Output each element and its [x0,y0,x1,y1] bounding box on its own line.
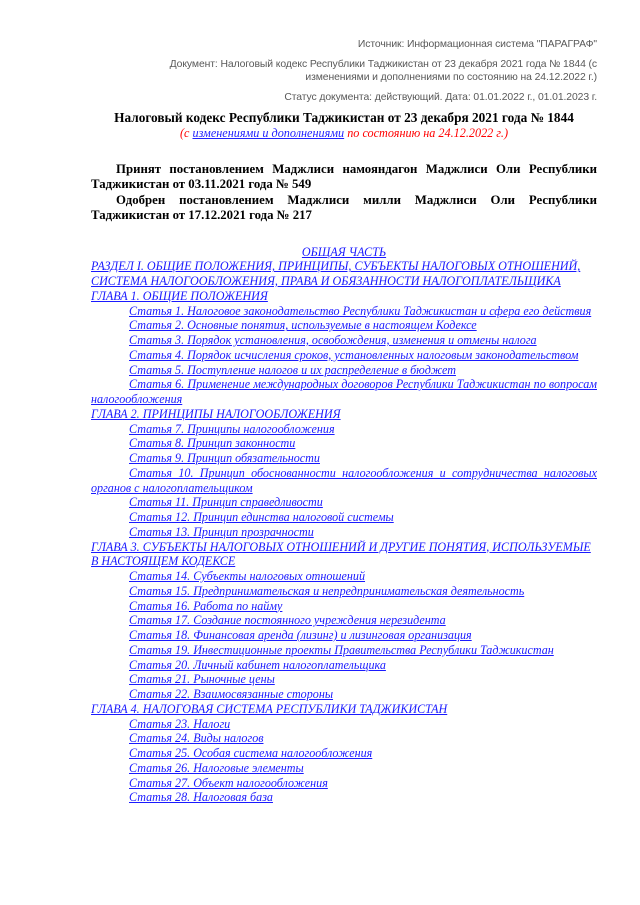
toc-article-27[interactable]: Статья 27. Объект налогообложения [129,775,328,790]
toc-article-28[interactable]: Статья 28. Налоговая база [129,790,273,805]
document-title: Налоговый кодекс Республики Таджикистан от 23 декабря 2021 года № 1844 [114,110,574,125]
adoption-block [91,162,597,224]
status-line: Статус документа: действующий. Дата: 01.01.2022 г., 01.01.2023 г. [284,91,597,103]
table-of-contents [91,245,597,806]
toc-article-24[interactable]: Статья 24. Виды налогов [129,731,264,746]
toc-article-13[interactable]: Статья 13. Принцип прозрачности [129,524,314,539]
document-line-1: Документ: Налоговый кодекс Республики Таджикистан от 23 декабря 2021 года № 1844 (с [169,58,597,70]
source-line: Источник: Информационная система "ПАРАГРАФ" [357,39,597,50]
toc-article-7[interactable]: Статья 7. Принципы налогообложения [129,421,335,436]
toc-chapter-3[interactable]: ГЛАВА 3. СУБЪЕКТЫ НАЛОГОВЫХ ОТНОШЕНИЙ И ДРУГИЕ ПОНЯТИЯ, ИСПОЛЬЗУЕМЫЕ В НАСТОЯЩЕМ КОДЕКСЕ [91,539,591,569]
toc-article-6[interactable]: Статья 6. Применение международных договоров Республики Таджикистан по вопросам налогообложения [91,377,597,406]
toc-chapter-4[interactable]: ГЛАВА 4. НАЛОГОВАЯ СИСТЕМА РЕСПУБЛИКИ ТАДЖИКИСТАН [91,701,448,716]
toc-article-3[interactable]: Статья 3. Порядок установления, освобождения, изменения и отмены налога [129,333,537,347]
document-page [91,38,597,805]
toc-section-1[interactable]: РАЗДЕЛ I. ОБЩИЕ ПОЛОЖЕНИЯ, ПРИНЦИПЫ, СУБЪЕКТЫ НАЛОГОВЫХ ОТНОШЕНИЙ, СИСТЕМА НАЛОГООБЛОЖЕНИЯ, ПРАВА И ОБЯЗАННОСТИ НАЛОГОПЛАТЕЛЬЩИКА [91,259,581,288]
toc-article-26[interactable]: Статья 26. Налоговые элементы [129,760,304,775]
toc-article-5[interactable]: Статья 5. Поступление налогов и их распределение в бюджет [129,362,456,377]
toc-article-23[interactable]: Статья 23. Налоги [129,716,231,731]
toc-article-21[interactable]: Статья 21. Рыночные цены [129,672,275,687]
toc-chapter-2[interactable]: ГЛАВА 2. ПРИНЦИПЫ НАЛОГООБЛОЖЕНИЯ [91,406,341,421]
document-meta [91,38,597,104]
toc-article-15[interactable]: Статья 15. Предпринимательская и непредпринимательская деятельность [129,583,525,598]
toc-article-22[interactable]: Статья 22. Взаимосвязанные стороны [129,687,334,701]
toc-article-9[interactable]: Статья 9. Принцип обязательности [129,451,320,465]
toc-article-1[interactable]: Статья 1. Налоговое законодательство Республики Таджикистан и сфера его действия [129,303,592,318]
document-subtitle [91,126,597,141]
toc-article-25[interactable]: Статья 25. Особая система налогообложения [129,746,373,760]
subtitle-rest: по состоянию на 24.12.2022 г.) [344,126,509,140]
toc-article-2[interactable]: Статья 2. Основные понятия, используемые в настоящем Кодексе [129,318,477,333]
toc-general-part[interactable]: ОБЩАЯ ЧАСТЬ [301,244,387,259]
accepted-statement: Принят постановлением Маджлиси намояндагон Маджлиси Оли Республики Таджикистан от 03.11.2021 года № 549 [91,161,597,191]
toc-article-4[interactable]: Статья 4. Порядок исчисления сроков, установленных налоговым законодательством [129,347,579,362]
document-line [91,58,597,85]
toc-article-19[interactable]: Статья 19. Инвестиционные проекты Правительства Республики Таджикистан [129,642,554,657]
toc-article-20[interactable]: Статья 20. Личный кабинет налогоплательщика [129,657,386,672]
subtitle-open: (с [179,126,193,140]
toc-chapter-1[interactable]: ГЛАВА 1. ОБЩИЕ ПОЛОЖЕНИЯ [91,288,268,303]
toc-article-8[interactable]: Статья 8. Принцип законности [129,436,296,451]
amendments-link[interactable]: изменениями и дополнениями [192,126,345,140]
toc-article-14[interactable]: Статья 14. Субъекты налоговых отношений [129,569,366,583]
toc-article-16[interactable]: Статья 16. Работа по найму [129,598,283,613]
toc-article-11[interactable]: Статья 11. Принцип справедливости [129,495,323,510]
document-line-2: изменениями и дополнениями по состоянию на 24.12.2022 г.) [305,72,597,83]
toc-article-18[interactable]: Статья 18. Финансовая аренда (лизинг) и лизинговая организация [129,628,472,642]
toc-article-10[interactable]: Статья 10. Принцип обоснованности налогообложения и сотрудничества налоговых органов с налогоплательщиком [91,465,597,495]
title-block [91,110,597,141]
toc-article-12[interactable]: Статья 12. Принцип единства налоговой системы [129,510,394,524]
toc-article-17[interactable]: Статья 17. Создание постоянного учреждения нерезидента [129,613,446,628]
approved-statement: Одобрен постановлением Маджлиси милли Маджлиси Оли Республики Таджикистан от 17.12.2021 года № 217 [91,192,597,222]
